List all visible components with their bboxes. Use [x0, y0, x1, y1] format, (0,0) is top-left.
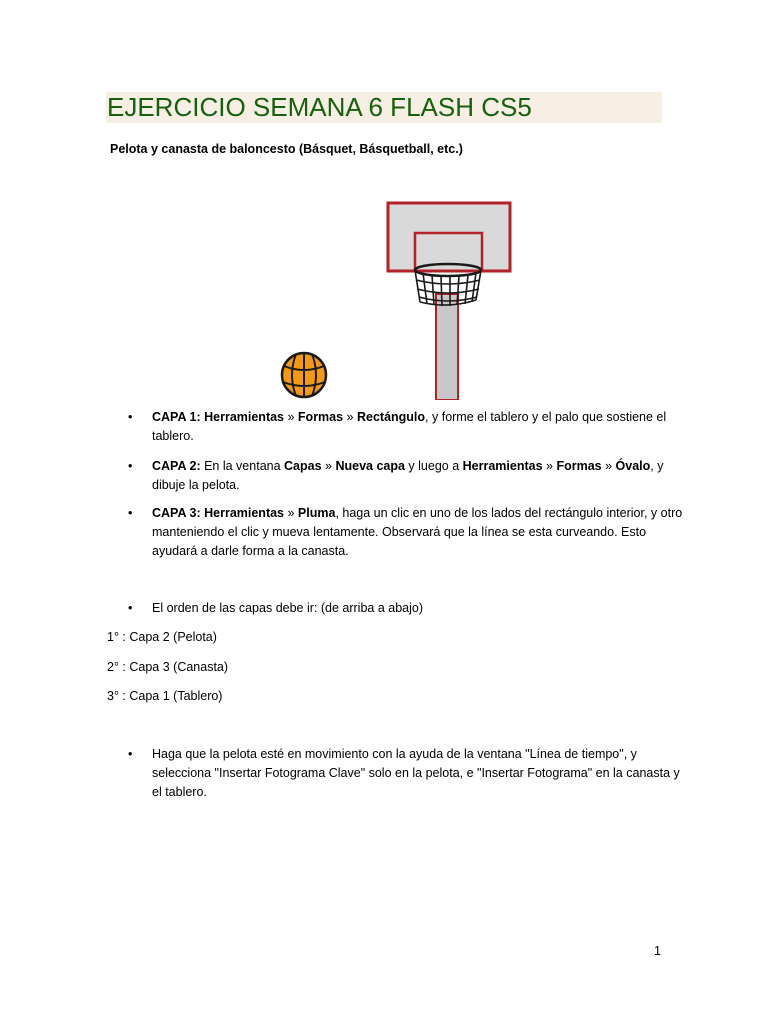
basketball: [282, 353, 326, 397]
page-number: 1: [654, 944, 661, 958]
backboard: [388, 203, 510, 271]
pole: [436, 294, 458, 400]
list-item: • CAPA 2: En la ventana Capas » Nueva capa y luego a Herramientas » Formas » Óvalo, y dibuje la pelota.: [128, 457, 692, 495]
subtitle: Pelota y canasta de baloncesto (Básquet, Básquetball, etc.): [110, 142, 463, 156]
list-item: • CAPA 1: Herramientas » Formas » Rectángulo, y forme el tablero y el palo que sostiene el tablero.: [128, 408, 692, 446]
list-item: • CAPA 3: Herramientas » Pluma, haga un clic en uno de los lados del rectángulo interior, y otro manteniendo el clic y mueva lentamente. Observará que la línea se esta curveando. Esto ayudará a darle forma a la canasta.: [128, 504, 692, 561]
page-title: EJERCICIO SEMANA 6 FLASH CS5: [107, 92, 532, 122]
basketball-illustration: [276, 196, 521, 400]
layer-order-3: 3° : Capa 1 (Tablero): [107, 689, 223, 703]
list-item: • Haga que la pelota esté en movimiento con la ayuda de la ventana "Línea de tiempo", y selecciona "Insertar Fotograma Clave" solo en la pelota, e "Insertar Fotograma" en la canasta y el tablero.: [128, 745, 692, 802]
layer-order-2: 2° : Capa 3 (Canasta): [107, 660, 229, 674]
layer-order-1: 1° : Capa 2 (Pelota): [107, 630, 217, 644]
list-item: • El orden de las capas debe ir: (de arriba a abajo): [128, 599, 692, 618]
